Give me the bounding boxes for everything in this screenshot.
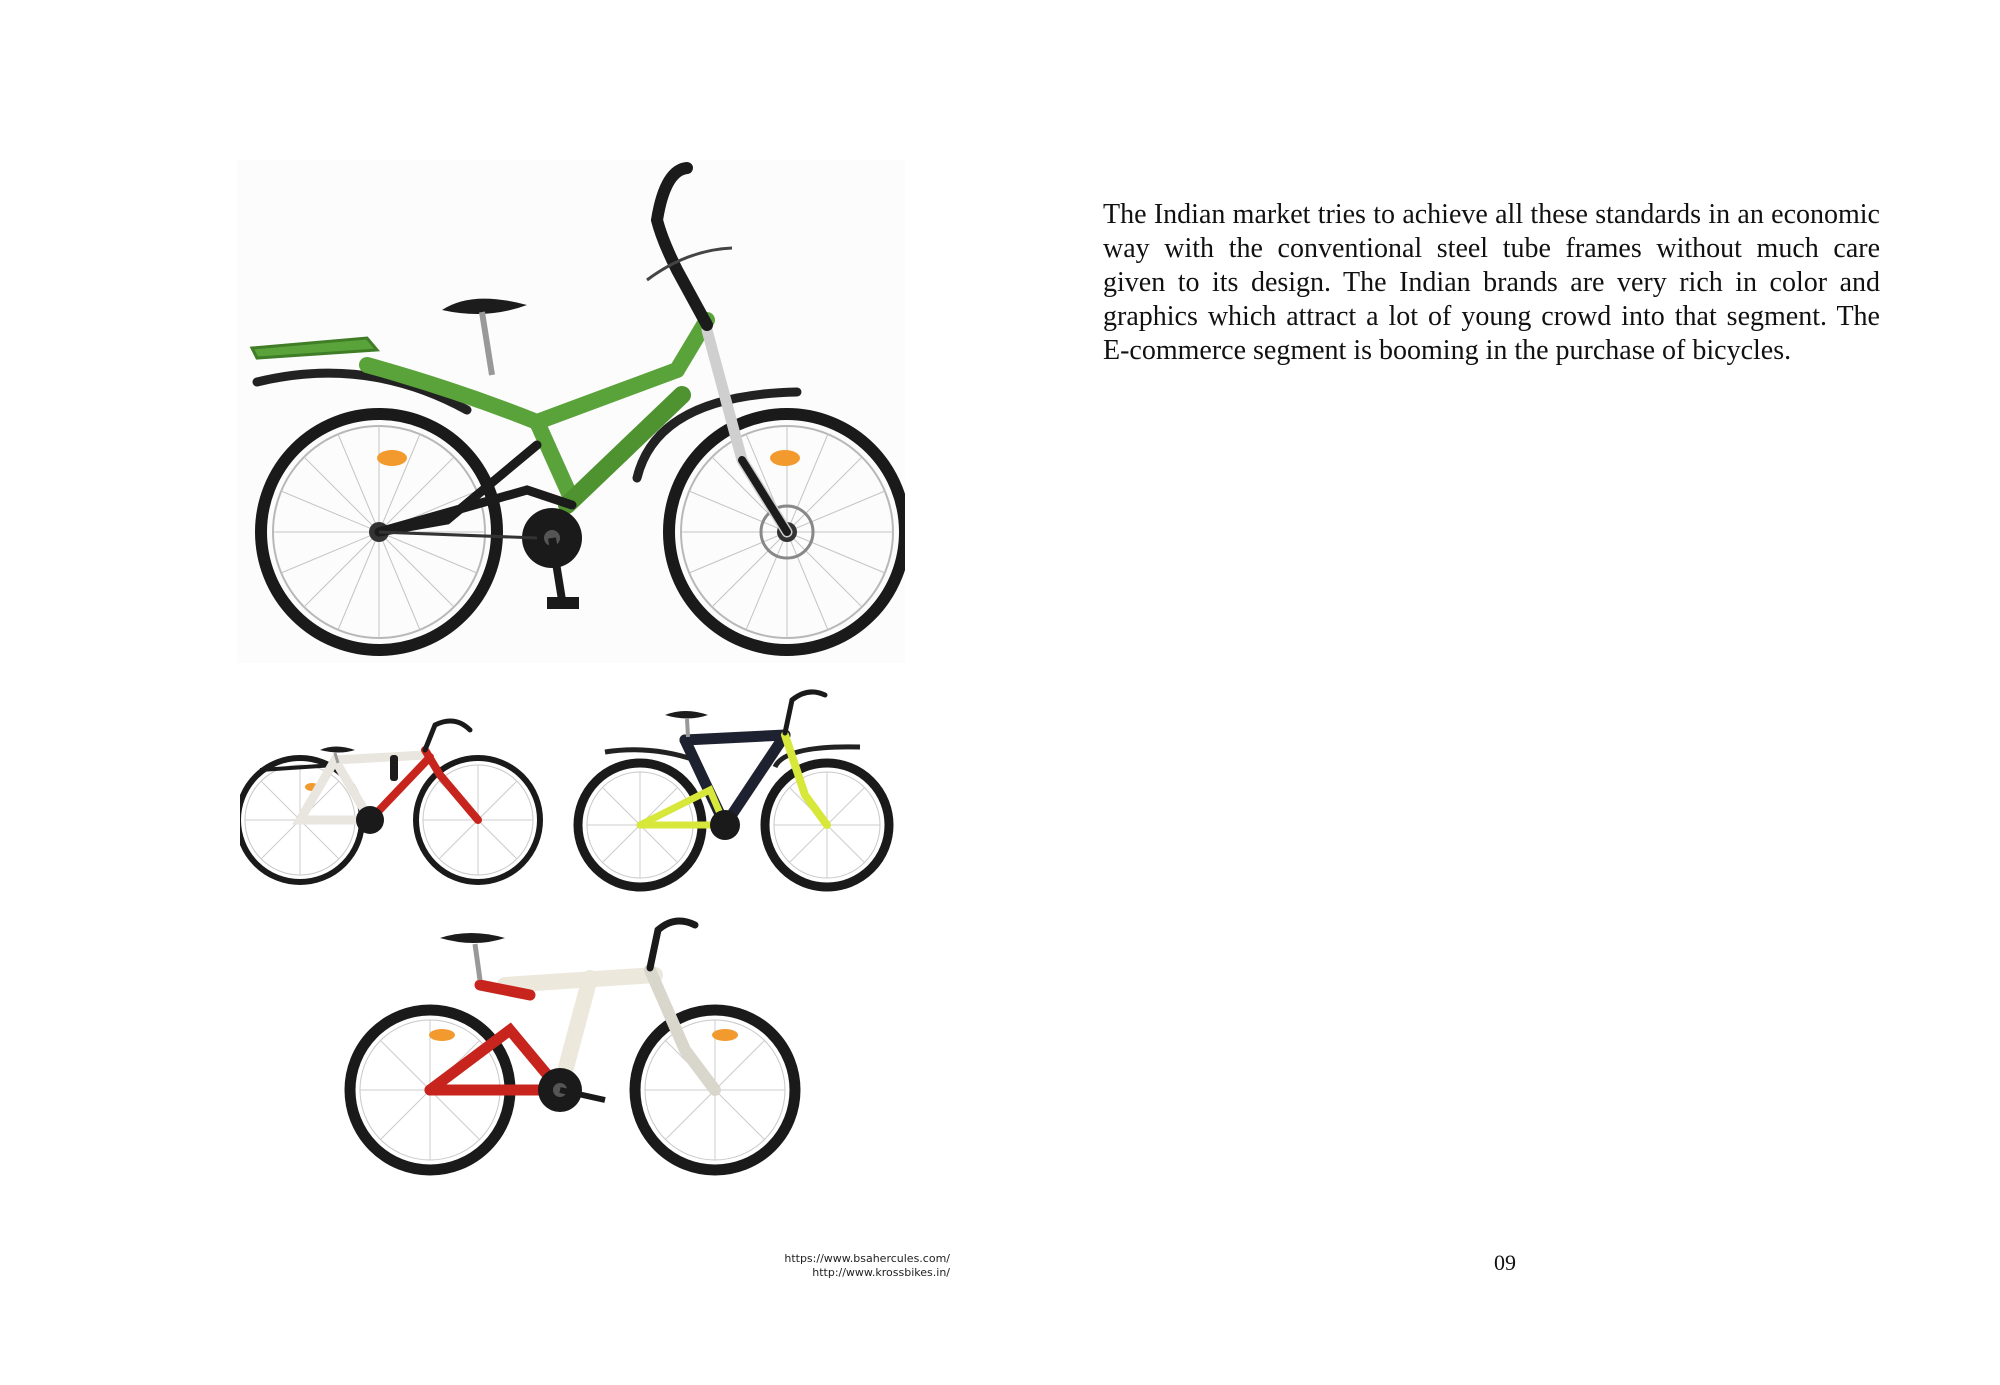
page-number: 09: [1494, 1250, 1516, 1275]
green-bicycle-photo: [237, 160, 905, 663]
white-red-bicycle-photo: [240, 695, 550, 895]
white-red-suspension-bicycle-illustration: [330, 900, 810, 1190]
black-yellow-bicycle-photo: [570, 675, 895, 895]
body-paragraph: The Indian market tries to achieve all these standards in an economic way with the conventional steel tube frames without much care given to its design. The Indian brands are very rich in color and graphics which attract a lot of young crowd into that segment. The E-commerce segment is booming in the purchase of bicycles.: [1103, 199, 1880, 366]
source-link-krossbikes[interactable]: http://www.krossbikes.in/: [812, 1266, 950, 1279]
image-sources: [784, 1252, 950, 1280]
white-red-suspension-bicycle-photo: [330, 900, 810, 1190]
source-link-bsahercules[interactable]: https://www.bsahercules.com/: [784, 1252, 950, 1265]
white-red-bicycle-illustration: [240, 695, 550, 895]
black-yellow-bicycle-illustration: [570, 675, 895, 895]
green-bicycle-illustration: [237, 160, 905, 663]
